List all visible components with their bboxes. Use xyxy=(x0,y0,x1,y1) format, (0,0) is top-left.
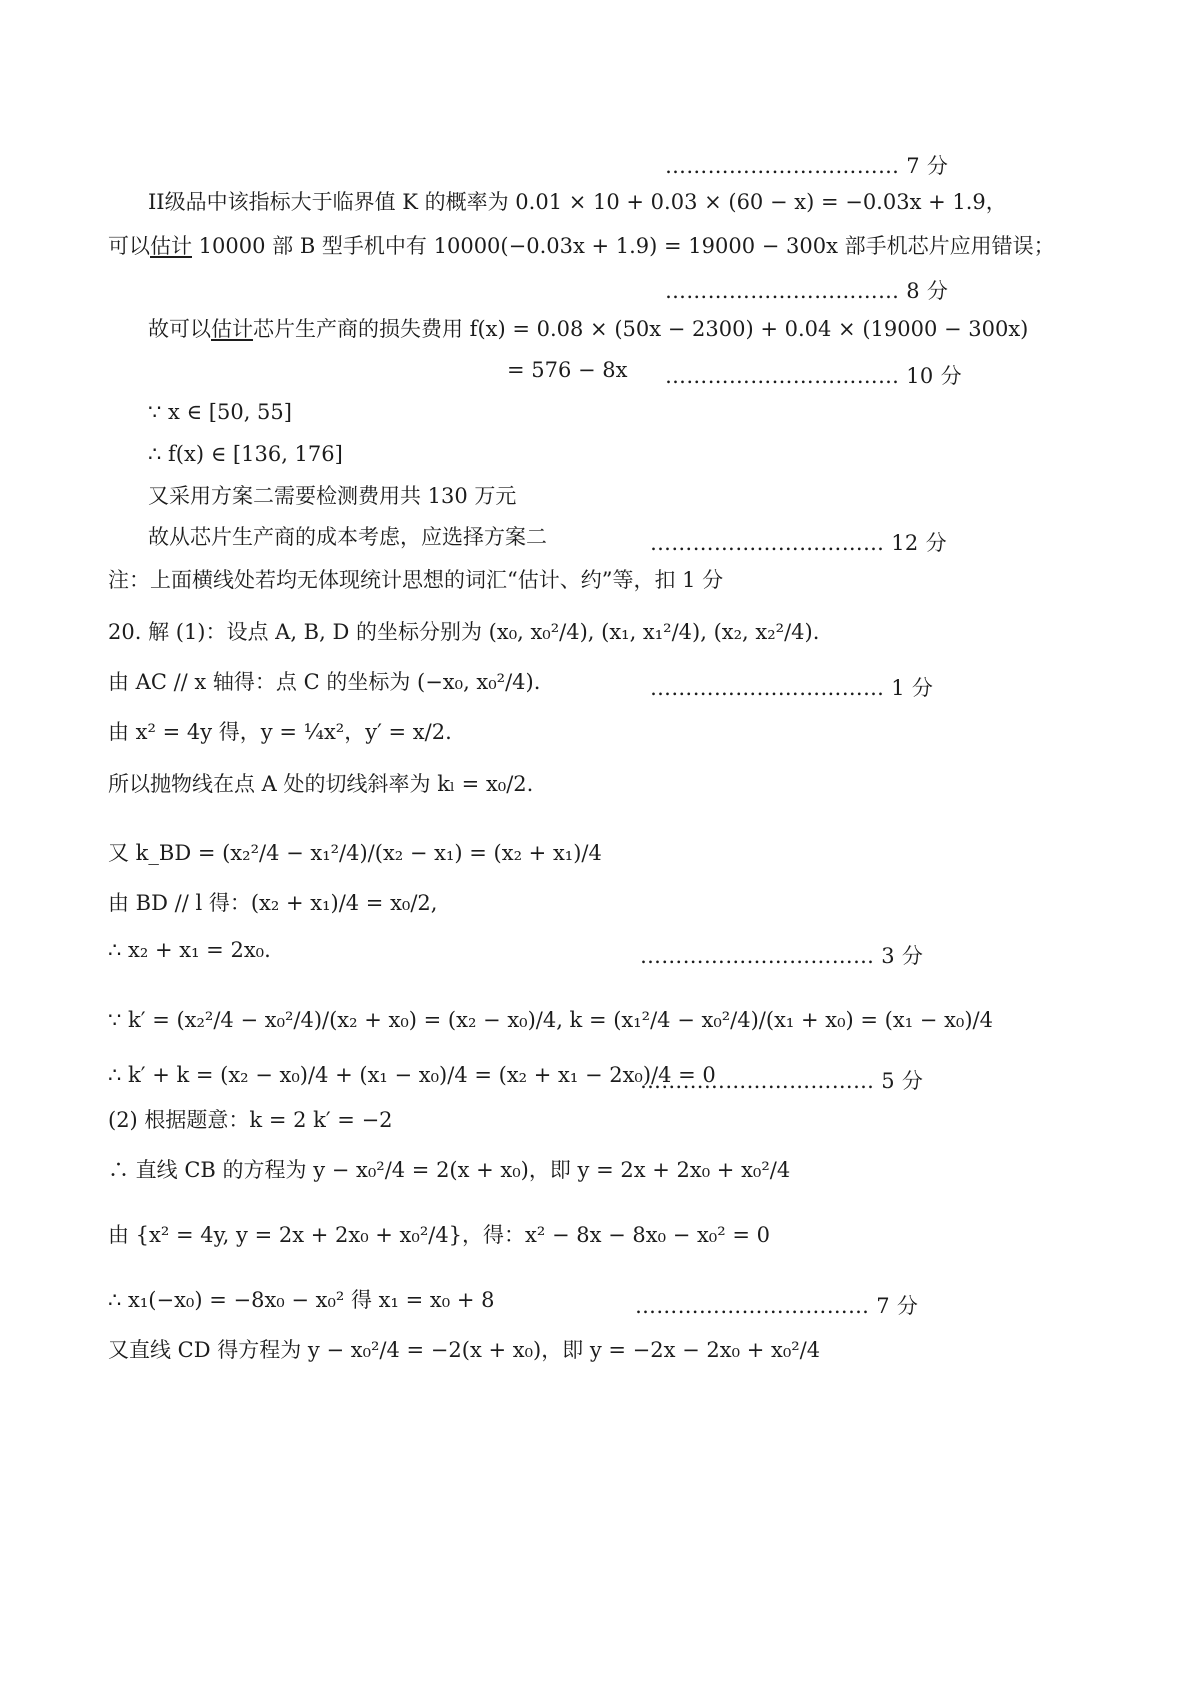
note-line: 注：上面横线处若均无体现统计思想的词汇“估计、约”等，扣 1 分 xyxy=(108,568,724,592)
estimate-underline: 估计 xyxy=(150,234,192,258)
since-x-range: ∵ x ∈ [50, 55] xyxy=(148,400,292,424)
level-ii-probability-line: II级品中该指标大于临界值 K 的概率为 0.01 × 10 + 0.03 × (60 − x) = −0.03x + 1.9， xyxy=(148,190,1007,214)
q20-intro: 20. 解 (1)：设点 A, B, D 的坐标分别为 (x₀, x₀²/4), (x₁, x₁²/4), (x₂, x₂²/4). xyxy=(108,620,820,644)
line-cd-equation: 又直线 CD 得方程为 y − x₀²/4 = −2(x + x₀)，即 y = −2x − 2x₀ + x₀²/4 xyxy=(108,1338,821,1362)
score-8: …………………………… 8 分 xyxy=(665,279,949,303)
k-prime-line: ∵ k′ = (x₂²/4 − x₀²/4)/(x₂ + x₀) = (x₂ − x₀)/4, k = (x₁²/4 − x₀²/4)/(x₁ + x₀) = (x₁ − x₀)/4 xyxy=(108,1008,993,1032)
cost-result-line: = 576 − 8x xyxy=(507,358,628,382)
score-1: …………………………… 1 分 xyxy=(650,676,934,700)
score-12: …………………………… 12 分 xyxy=(650,531,947,555)
line-cb-equation: ∴ 直线 CB 的方程为 y − x₀²/4 = 2(x + x₀)，即 y = 2x + 2x₀ + x₀²/4 xyxy=(108,1158,791,1182)
tangent-slope-line: 所以抛物线在点 A 处的切线斜率为 kₗ = x₀/2. xyxy=(108,772,534,796)
part2-line: (2) 根据题意：k = 2 k′ = −2 xyxy=(108,1108,393,1132)
cost-function-line: 故可以估计芯片生产商的损失费用 f(x) = 0.08 × (50x − 2300) + 0.04 × (19000 − 300x) xyxy=(148,317,1029,341)
estimate-underline-2: 估计 xyxy=(211,317,253,341)
derivative-line: 由 x² = 4y 得，y = ¼x²，y′ = x/2. xyxy=(108,720,452,744)
x1-result-line: ∴ x₁(−x₀) = −8x₀ − x₀² 得 x₁ = x₀ + 8 xyxy=(108,1288,495,1312)
k-bd-line: 又 k_BD = (x₂²/4 − x₁²/4)/(x₂ − x₁) = (x₂ + x₁)/4 xyxy=(108,841,602,865)
plan2-cost-line: 又采用方案二需要检测费用共 130 万元 xyxy=(148,484,517,508)
k-sum-line: ∴ k′ + k = (x₂ − x₀)/4 + (x₁ − x₀)/4 = (x₂ + x₁ − 2x₀)/4 = 0 xyxy=(108,1063,716,1087)
bd-parallel-line: 由 BD // l 得：(x₂ + x₁)/4 = x₀/2, xyxy=(108,891,438,915)
conclusion-line: 故从芯片生产商的成本考虑，应选择方案二 xyxy=(148,525,547,549)
therefore-f-range: ∴ f(x) ∈ [136, 176] xyxy=(148,442,343,466)
score-5: …………………………… 5 分 xyxy=(640,1069,924,1093)
score-7-bottom: …………………………… 7 分 xyxy=(635,1294,919,1318)
sum-result-line: ∴ x₂ + x₁ = 2x₀. xyxy=(108,938,271,962)
score-10: …………………………… 10 分 xyxy=(665,364,962,388)
score-7-top: …………………………… 7 分 xyxy=(665,154,949,178)
system-equation: 由 {x² = 4y, y = 2x + 2x₀ + x₀²/4}，得：x² − 8x − 8x₀ − x₀² = 0 xyxy=(108,1223,770,1247)
ac-parallel-line: 由 AC // x 轴得：点 C 的坐标为 (−x₀, x₀²/4). xyxy=(108,670,541,694)
estimate-line: 可以估计 10000 部 B 型手机中有 10000(−0.03x + 1.9) = 19000 − 300x 部手机芯片应用错误； xyxy=(108,234,1055,258)
score-3: …………………………… 3 分 xyxy=(640,944,924,968)
